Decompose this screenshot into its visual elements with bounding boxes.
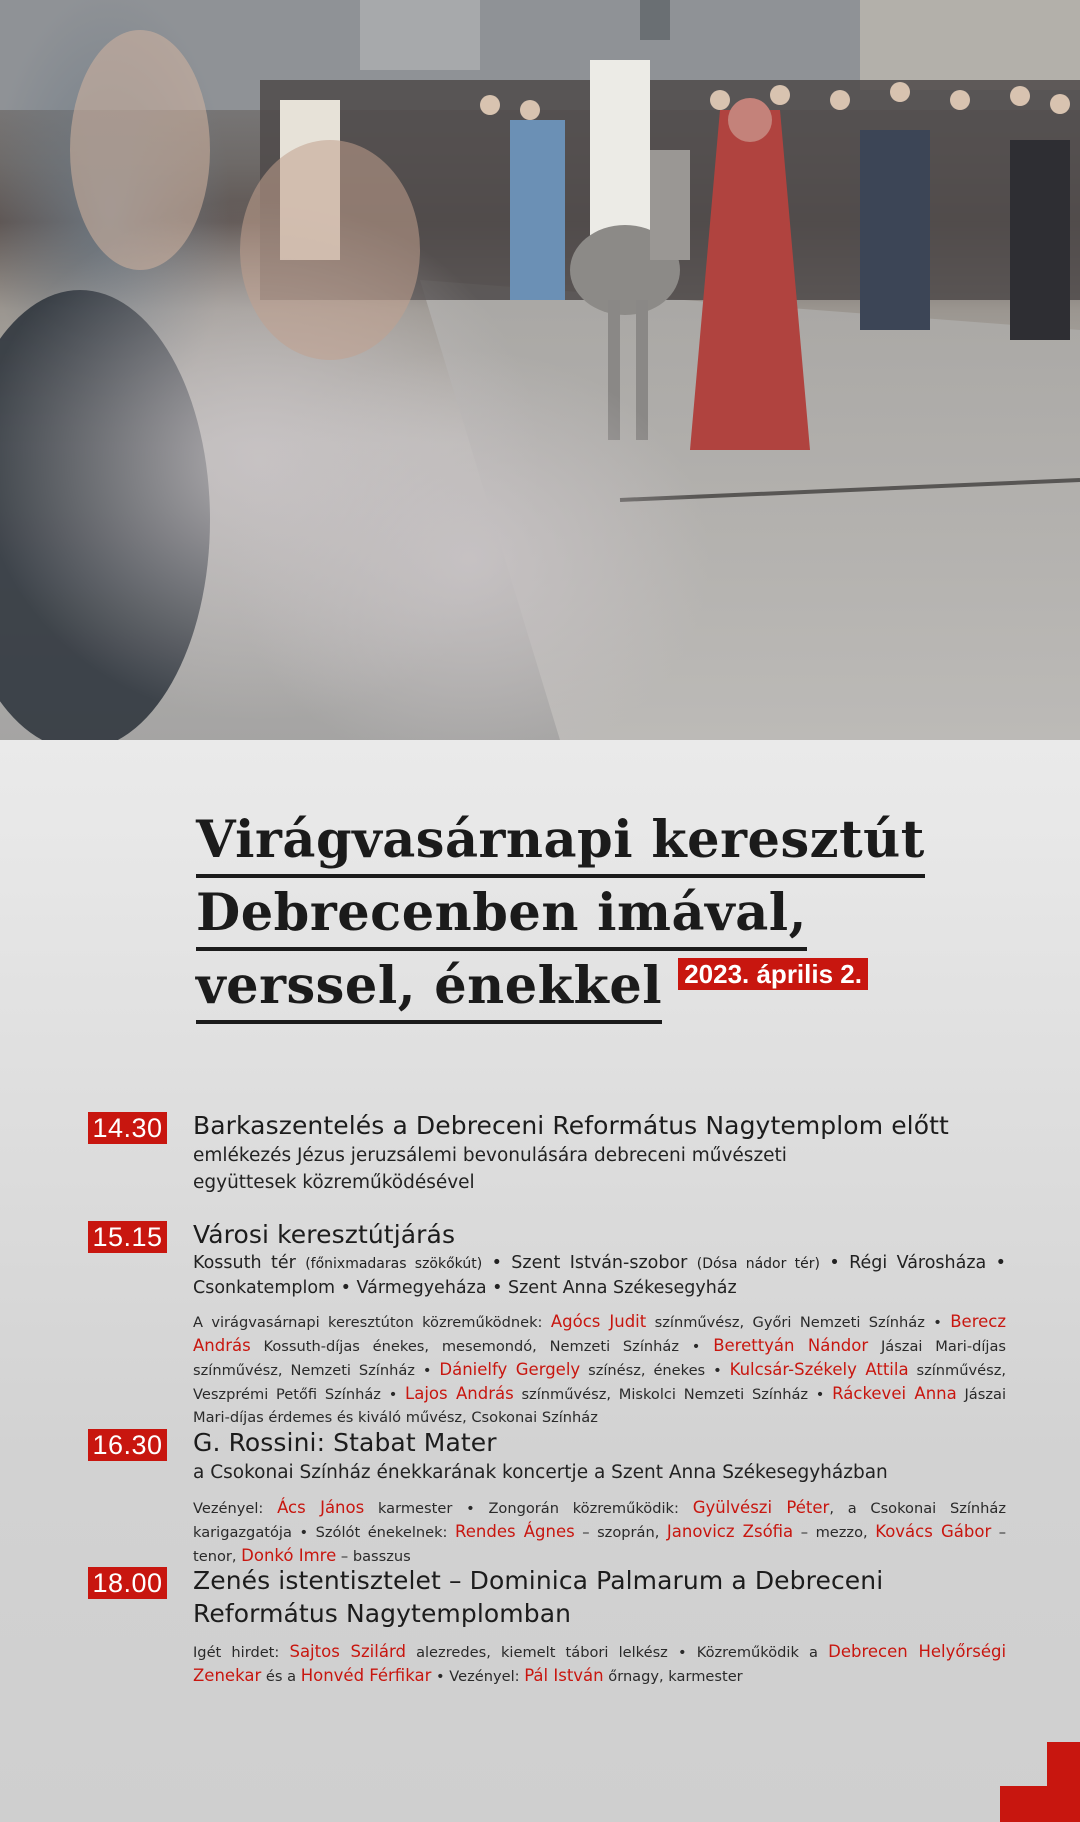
hero-photo [0,0,1080,740]
performer-role: – basszus [340,1548,411,1565]
event-subtitle: a Csokonai Színház énekkarának koncertje a Szent Anna Székesegyházban [193,1462,888,1483]
event-1515 [88,1218,1006,1429]
station-note: (Dósa nádor tér) [696,1256,820,1272]
detail-label: Szólót énekelnek: [315,1524,448,1541]
performer-role: – szoprán, [582,1524,660,1541]
stations-list: Kossuth tér (főnixmadaras szökőkút) • Szent István-szobor (Dósa nádor tér) • Régi Városháza • Csonkatemplom • Vármegyeháza • Szent Anna Székesegyház [193,1253,1006,1298]
title-line-2: Debrecenben imával, [196,885,807,951]
main-title [196,812,976,1031]
station: Szent István-szobor [511,1253,688,1273]
procession-photo-illustration [0,0,1080,740]
performer-name: Donkó Imre [241,1546,337,1565]
participants-detail: A virágvasárnapi keresztúton közreműködnek: Agócs Judit színművész, Győri Nemzeti Színház • Berecz András Kossuth-díjas énekes, mesemondó, Nemzeti Színház • Berettyán Nándor Jászai Mari-díjas színművész, Nemzeti Színház • Dánielfy Gergely színész, énekes • Kulcsár-Székely Attila színművész, Veszprémi Petőfi Színház • Lajos András színművész, Miskolci Nemzeti Színház • Ráckevei Anna Jászai Mari-díjas érdemes és kiváló művész, Csokonai Színház [193,1312,1007,1426]
title-line-1: Virágvasárnapi keresztút [196,812,925,878]
event-1800 [88,1564,1006,1688]
station: Szent Anna Székesegyház [508,1278,737,1298]
participant-name: Berettyán Nándor [713,1336,869,1355]
participant-name: Berecz András [193,1312,1007,1355]
corner-accent-mark [1047,1742,1080,1822]
participant-role: Jászai Mari-díjas érdemes és kiváló művész, Csokonai Színház [193,1386,1006,1426]
performer-role: karmester [377,1500,453,1517]
performer-role: – tenor, [193,1524,1007,1565]
performer-role: őrnagy, karmester [608,1668,743,1685]
station: Régi Városháza [849,1253,987,1273]
time-badge: 15.15 [88,1221,167,1253]
performer-name: Rendes Ágnes [455,1522,575,1541]
detail-label: Zongorán közreműködik: [488,1500,679,1517]
participant-name: Ráckevei Anna [832,1384,957,1403]
participant-role: Jászai Mari-díjas színművész, Nemzeti Színház [193,1338,1007,1379]
event-1430 [88,1109,1006,1196]
performers-detail: Vezényel: Ács János karmester • Zongorán közreműködik: Gyülvészi Péter, a Csokonai Színház karigazgatója • Szólót énekelnek: Rendes Ágnes – szoprán, Janovicz Zsófia – mezzo, Kovács Gábor – tenor, Donkó Imre – basszus [193,1498,1007,1565]
performer-name: Debrecen Helyőrségi Zenekar [193,1642,1007,1685]
detail-label: Vezényel: [193,1500,264,1517]
time-badge: 14.30 [88,1112,167,1144]
station: Vármegyeháza [356,1278,487,1298]
participant-role: színész, énekes [588,1362,706,1379]
station: Csonkatemplom [193,1278,336,1298]
event-title: G. Rossini: Stabat Mater [193,1428,497,1457]
event-title: Városi keresztútjárás [193,1220,456,1249]
participant-name: Agócs Judit [550,1312,647,1331]
participant-role: Kossuth-díjas énekes, mesemondó, Nemzeti Színház [263,1338,679,1355]
corner-accent-mark [1000,1786,1047,1822]
participant-name: Dánielfy Gergely [439,1360,581,1379]
performer-name: Pál István [524,1666,604,1685]
date-badge: 2023. április 2. [678,958,868,990]
event-1630 [88,1426,1006,1568]
detail-label: és a [265,1668,297,1685]
event-subtitle: emlékezés Jézus jeruzsálemi bevonulására debreceni művészeti együttesek közreműködésével [193,1145,787,1193]
event-title: Barkaszentelés a Debreceni Református Nagytemplom előtt [193,1111,949,1140]
participant-role: színművész, Veszprémi Petőfi Színház [193,1362,1007,1403]
detail-label: Vezényel: [449,1668,520,1685]
performer-role: alezredes, kiemelt tábori lelkész [416,1644,668,1661]
participant-role: színművész, Győri Nemzeti Színház [654,1314,925,1331]
time-badge: 16.30 [88,1429,167,1461]
detail-label: Igét hirdet: [193,1644,280,1661]
performer-name: Kovács Gábor [875,1522,992,1541]
performer-name: Janovicz Zsófia [666,1522,794,1541]
performer-role: – mezzo, [800,1524,868,1541]
performer-name: Honvéd Férfikar [300,1666,432,1685]
detail-text: A virágvasárnapi keresztúton közreműködnek: [193,1314,543,1331]
participant-role: színművész, Miskolci Nemzeti Színház [521,1386,809,1403]
service-detail: Igét hirdet: Sajtos Szilárd alezredes, kiemelt tábori lelkész • Közreműködik a Debrecen Helyőrségi Zenekar és a Honvéd Férfikar • Vezényel: Pál István őrnagy, karmester [193,1642,1007,1685]
detail-label: Közreműködik a [696,1644,818,1661]
participant-name: Lajos András [405,1384,514,1403]
event-title: Zenés istentisztelet – Dominica Palmarum a Debreceni Református Nagytemplomban [193,1566,884,1628]
performer-name: Sajtos Szilárd [289,1642,406,1661]
participant-name: Kulcsár-Székely Attila [729,1360,909,1379]
title-line-3: verssel, énekkel [196,958,662,1024]
station-note: (főnixmadaras szökőkút) [305,1256,483,1272]
performer-name: Gyülvészi Péter [692,1498,830,1517]
station: Kossuth tér [193,1253,296,1273]
time-badge: 18.00 [88,1567,167,1599]
performer-name: Ács János [277,1498,365,1517]
performer-role: , a Csokonai Színház karigazgatója [193,1500,1007,1541]
